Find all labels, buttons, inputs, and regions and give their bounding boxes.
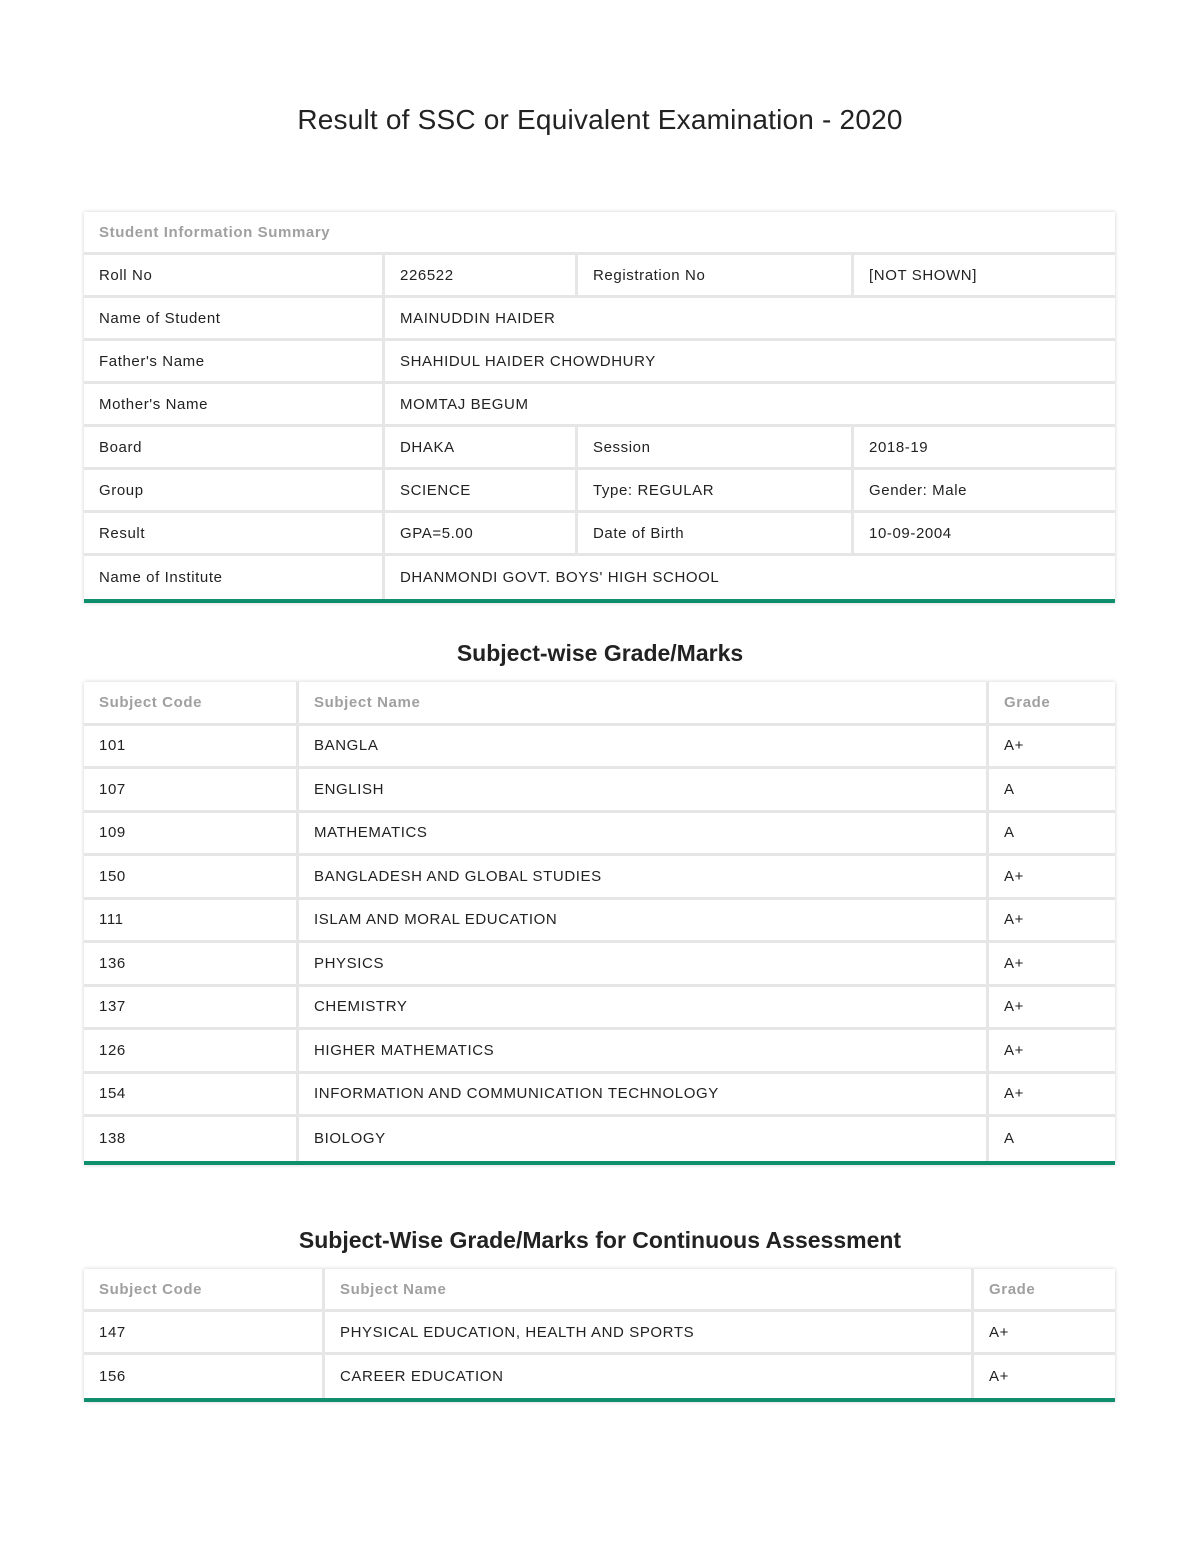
- subjects-table: [84, 682, 1115, 1165]
- table-row: [84, 726, 1115, 770]
- subject-code: 136: [84, 943, 299, 987]
- column-header-grade: Grade: [989, 682, 1115, 726]
- subject-name: CHEMISTRY: [299, 987, 989, 1031]
- session-label: Session: [578, 427, 854, 470]
- father-name-label: Father's Name: [84, 341, 385, 384]
- column-header-grade: Grade: [974, 1269, 1115, 1312]
- info-row-name: [84, 298, 1115, 341]
- subject-name: BANGLA: [299, 726, 989, 770]
- subject-code: 109: [84, 813, 299, 857]
- subjects-section-title: Subject-wise Grade/Marks: [456, 640, 744, 666]
- subject-code: 101: [84, 726, 299, 770]
- table-row: [84, 900, 1115, 944]
- roll-no-label: Roll No: [84, 255, 385, 298]
- column-header-name: Subject Name: [299, 682, 989, 726]
- session-value: 2018-19: [854, 427, 1115, 470]
- column-header-code: Subject Code: [84, 682, 299, 726]
- mother-name-value: MOMTAJ BEGUM: [385, 384, 1115, 427]
- subject-grade: A+: [989, 987, 1115, 1031]
- roll-no-value: 226522: [385, 255, 578, 298]
- registration-no-label: Registration No: [578, 255, 854, 298]
- summary-label: Student Information Summary: [84, 212, 1115, 255]
- subject-grade: A+: [989, 1368, 1009, 1385]
- subjects-header-row: [84, 682, 1115, 726]
- info-row-roll: [84, 255, 1115, 298]
- subject-grade: A+: [989, 1074, 1115, 1118]
- subject-code: 126: [84, 1030, 299, 1074]
- table-row: [84, 1355, 1115, 1398]
- info-row-board: [84, 427, 1115, 470]
- info-row-father: [84, 341, 1115, 384]
- column-header-code: Subject Code: [84, 1269, 325, 1312]
- table-row: [84, 987, 1115, 1031]
- subject-name: BIOLOGY: [299, 1117, 989, 1161]
- subject-name: MATHEMATICS: [299, 813, 989, 857]
- subject-grade: A: [989, 813, 1115, 857]
- table-row: [84, 943, 1115, 987]
- info-row-mother: [84, 384, 1115, 427]
- subject-grade: A+: [974, 1312, 1115, 1355]
- subject-name: CAREER EDUCATION: [325, 1355, 974, 1398]
- subject-code: 137: [84, 987, 299, 1031]
- student-info-table: [84, 212, 1115, 603]
- mother-name-label: Mother's Name: [84, 384, 385, 427]
- page-title: Result of SSC or Equivalent Examination - 2020: [297, 104, 903, 135]
- table-row: [84, 1117, 1115, 1161]
- group-label: Group: [84, 470, 385, 513]
- subject-name: ENGLISH: [299, 769, 989, 813]
- gender-value: Gender: Male: [854, 470, 1115, 513]
- table-row: [84, 769, 1115, 813]
- ca-header-row: [84, 1269, 1115, 1312]
- subject-code: 107: [84, 769, 299, 813]
- subject-grade: A+: [989, 900, 1115, 944]
- table-row: [84, 1312, 1115, 1355]
- institute-value: DHANMONDI GOVT. BOYS' HIGH SCHOOL: [400, 569, 720, 586]
- subject-grade: A+: [989, 856, 1115, 900]
- subject-grade: A+: [989, 1030, 1115, 1074]
- subject-name: ISLAM AND MORAL EDUCATION: [299, 900, 989, 944]
- subject-code: 150: [84, 856, 299, 900]
- registration-no-value: [NOT SHOWN]: [854, 255, 1115, 298]
- type-value: Type: REGULAR: [578, 470, 854, 513]
- summary-row: [84, 212, 1115, 255]
- result-label: Result: [84, 513, 385, 556]
- subject-name: HIGHER MATHEMATICS: [299, 1030, 989, 1074]
- subject-name: PHYSICAL EDUCATION, HEALTH AND SPORTS: [325, 1312, 974, 1355]
- institute-label: Name of Institute: [84, 556, 385, 599]
- table-row: [84, 813, 1115, 857]
- continuous-assessment-section-title: Subject-Wise Grade/Marks for Continuous Assessment: [298, 1227, 902, 1253]
- subject-grade: A+: [989, 726, 1115, 770]
- table-row: [84, 1074, 1115, 1118]
- continuous-assessment-table: [84, 1269, 1115, 1402]
- subject-name: BANGLADESH AND GLOBAL STUDIES: [299, 856, 989, 900]
- subject-name: INFORMATION AND COMMUNICATION TECHNOLOGY: [299, 1074, 989, 1118]
- subject-code: 156: [84, 1355, 325, 1398]
- dob-label: Date of Birth: [578, 513, 854, 556]
- dob-value: 10-09-2004: [854, 513, 1115, 556]
- subject-name: PHYSICS: [299, 943, 989, 987]
- student-name-value: MAINUDDIN HAIDER: [385, 298, 1115, 341]
- info-row-institute: [84, 556, 1115, 599]
- table-row: [84, 856, 1115, 900]
- info-row-group: [84, 470, 1115, 513]
- group-value: SCIENCE: [385, 470, 578, 513]
- board-label: Board: [84, 427, 385, 470]
- subject-grade: A: [1004, 1130, 1015, 1148]
- father-name-value: SHAHIDUL HAIDER CHOWDHURY: [385, 341, 1115, 384]
- subject-code: 138: [84, 1117, 299, 1161]
- info-row-result: [84, 513, 1115, 556]
- subject-grade: A: [989, 769, 1115, 813]
- table-row: [84, 1030, 1115, 1074]
- subject-code: 147: [84, 1312, 325, 1355]
- board-value: DHAKA: [385, 427, 578, 470]
- result-value: GPA=5.00: [385, 513, 578, 556]
- subject-code: 111: [84, 900, 299, 944]
- student-name-label: Name of Student: [84, 298, 385, 341]
- subject-code: 154: [84, 1074, 299, 1118]
- subject-grade: A+: [989, 943, 1115, 987]
- column-header-name: Subject Name: [325, 1269, 974, 1312]
